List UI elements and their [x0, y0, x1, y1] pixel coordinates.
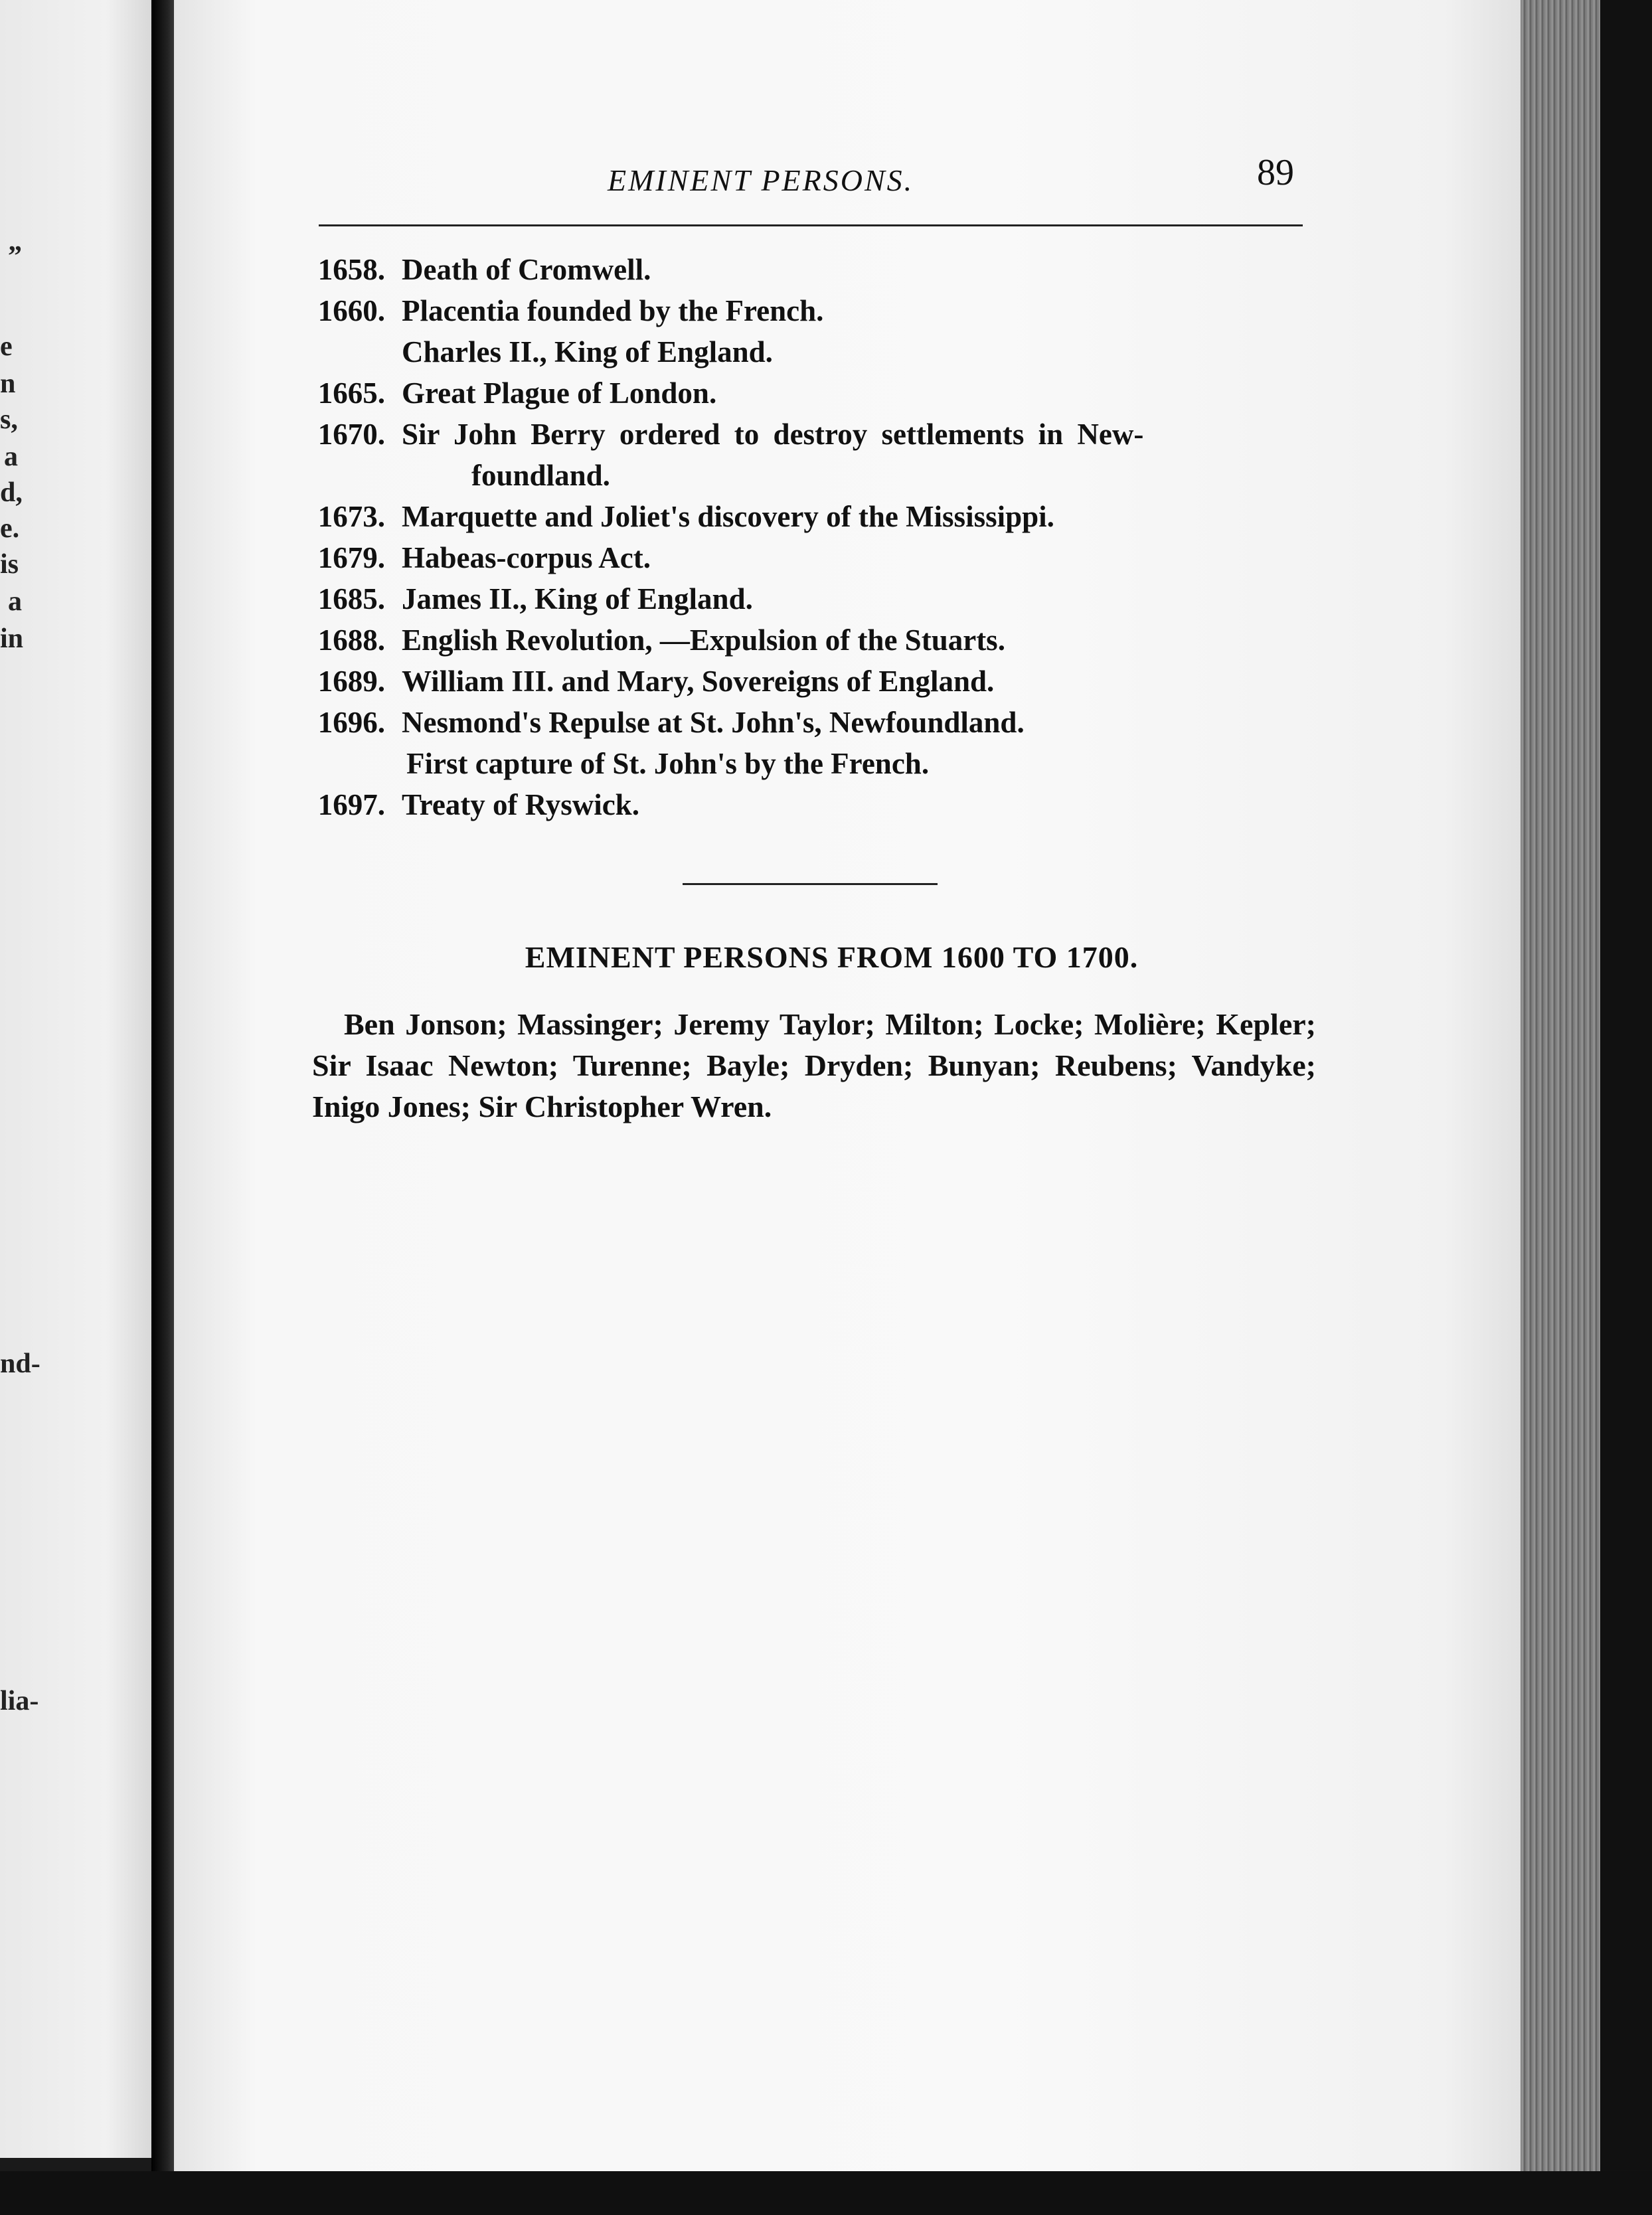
page-fragment-text: e. — [0, 513, 20, 544]
entry-year: 1697. — [317, 788, 385, 821]
chronology-entry — [292, 540, 1328, 582]
entry-event: William III. and Mary, Sovereigns of England. — [402, 665, 995, 698]
chronology-entry — [292, 499, 1328, 540]
entry-event: Charles II., King of England. — [402, 335, 773, 369]
page-fragment-text: ” — [8, 241, 22, 272]
chronology-list — [292, 252, 1328, 829]
chronology-entry — [292, 787, 1328, 829]
entry-event: foundland. — [471, 459, 610, 492]
page-fragment-text: e — [0, 331, 13, 362]
chronology-entry — [292, 376, 1328, 417]
page-fragment-text: d, — [0, 477, 23, 508]
chronology-entry — [292, 623, 1328, 664]
entry-year: 1660. — [317, 294, 385, 327]
page-stack-edge — [1521, 0, 1652, 2215]
header-rule — [319, 224, 1303, 226]
entry-event: Treaty of Ryswick. — [402, 788, 639, 821]
chronology-entry — [292, 252, 1328, 293]
entry-year: 1689. — [317, 665, 385, 698]
page-number: 89 — [1257, 152, 1294, 193]
entry-event: Habeas-corpus Act. — [402, 541, 651, 574]
section-heading: EMINENT PERSONS FROM 1600 TO 1700. — [525, 940, 1139, 974]
entry-event: Marquette and Joliet's discovery of the Mississippi. — [402, 500, 1054, 533]
chronology-entry — [292, 705, 1328, 746]
entry-event: English Revolution, —Expulsion of the Stuarts. — [402, 623, 1005, 657]
entry-year: 1658. — [317, 253, 385, 286]
page-fragment-text: lia- — [0, 1686, 39, 1716]
entry-year: 1670. — [317, 418, 385, 451]
running-head: EMINENT PERSONS. — [608, 163, 914, 197]
page-fragment-text: s, — [0, 404, 18, 435]
page-fragment-text: in — [0, 623, 24, 654]
entry-year: 1665. — [317, 376, 385, 410]
section-divider — [683, 883, 938, 885]
entry-year: 1688. — [317, 623, 385, 657]
page-fragment-text: a — [4, 442, 18, 472]
chronology-entry — [292, 458, 1328, 499]
page-fragment-text: is — [0, 549, 19, 580]
chronology-entry — [292, 582, 1328, 623]
entry-event: First capture of St. John's by the French. — [406, 747, 930, 780]
page-fragment-text: n — [0, 369, 16, 399]
chronology-entry — [292, 664, 1328, 705]
eminent-persons-paragraph: Ben Jonson; Massinger; Jeremy Taylor; Milton; Locke; Molière; Kepler; Sir Isaac Newton; Turenne; Bayle; Dryden; Bunyan; Reubens; Vandyke; Inigo Jones; Sir Christopher Wren. — [312, 1007, 1316, 1123]
entry-event: Nesmond's Repulse at St. John's, Newfoundland. — [402, 706, 1025, 739]
entry-event: Sir John Berry ordered to destroy settlements in New- — [402, 418, 1144, 451]
chronology-entry — [292, 746, 1328, 787]
entry-year: 1685. — [317, 582, 385, 615]
chronology-entry — [292, 293, 1328, 335]
entry-event: Placentia founded by the French. — [402, 294, 824, 327]
entry-year: 1696. — [317, 706, 385, 739]
chronology-entry — [292, 417, 1328, 458]
entry-event: James II., King of England. — [402, 582, 753, 615]
entry-year: 1679. — [317, 541, 385, 574]
previous-page-fragment — [0, 0, 151, 2158]
entry-year: 1673. — [317, 500, 385, 533]
entry-event: Great Plague of London. — [402, 376, 717, 410]
entry-event: Death of Cromwell. — [402, 253, 651, 286]
chronology-entry — [292, 335, 1328, 376]
page-fragment-text: nd- — [0, 1349, 41, 1379]
page-fragment-text: a — [8, 586, 22, 617]
scan-background — [0, 2171, 1652, 2215]
